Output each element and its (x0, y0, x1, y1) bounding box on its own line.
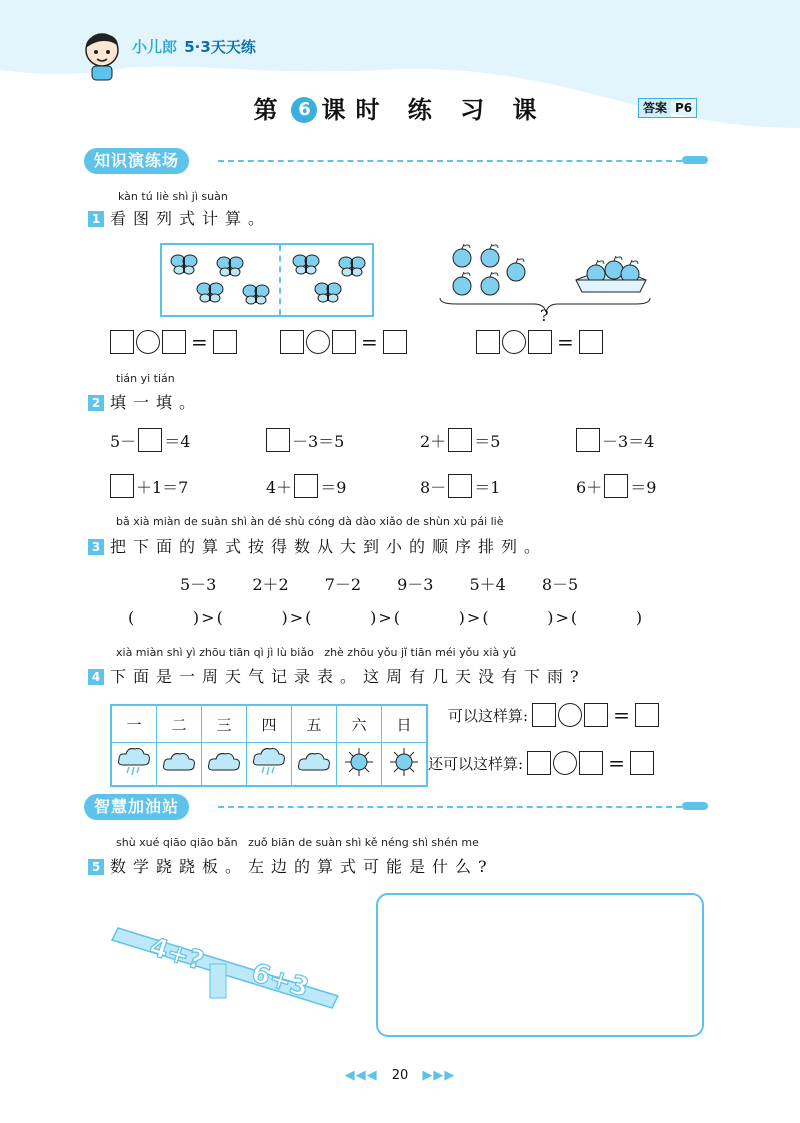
section-divider (218, 160, 682, 162)
answer-tag (638, 98, 697, 118)
q3-number: 3 (88, 539, 104, 555)
q5-pinyin: shù xué qiāo qiāo bǎn zuǒ biān de suàn shì kě néng shì shén me (116, 836, 479, 849)
answer-box[interactable] (532, 703, 556, 727)
fill-equation (266, 428, 344, 452)
answer-box[interactable] (448, 474, 472, 498)
answer-label: 答案 (639, 99, 671, 117)
equation-prefix: 5－ (110, 431, 137, 451)
answer-box[interactable] (630, 751, 654, 775)
fill-equation (576, 474, 656, 498)
lesson-number-badge: 6 (291, 97, 317, 123)
answer-box[interactable] (383, 330, 407, 354)
equals-sign: = (361, 330, 378, 354)
fill-equation (266, 474, 346, 498)
fill-equation (420, 428, 500, 452)
equation-suffix: ＝9 (320, 477, 347, 497)
q1-text: 看图列式计算。 (110, 209, 272, 228)
q1-answer-c (476, 330, 603, 354)
q1-answer-b (280, 330, 407, 354)
sun-weather-icon (337, 743, 382, 786)
cloud-weather-icon (202, 743, 247, 786)
answer-box[interactable] (579, 330, 603, 354)
q5-prompt (88, 854, 494, 877)
equals-sign: = (613, 703, 630, 727)
q2-pinyin: tián yi tián (116, 372, 175, 385)
answer-box[interactable] (635, 703, 659, 727)
pencil-icon (682, 802, 708, 810)
answer-box[interactable] (527, 751, 551, 775)
fill-equation (420, 474, 500, 498)
seesaw-right-expr: 6+3 (247, 958, 313, 1004)
brand-title (132, 36, 256, 57)
pencil-icon (682, 156, 708, 164)
q1-question-mark: ? (540, 306, 549, 325)
operator-circle[interactable] (136, 330, 160, 354)
answer-page: P6 (675, 101, 693, 115)
q2-prompt (88, 390, 202, 413)
answer-box[interactable] (448, 428, 472, 452)
q4-text: 下面是一周天气记录表。这周有几天没有下雨? (110, 667, 586, 686)
page-footer (0, 1068, 800, 1083)
q4-way1 (448, 703, 659, 727)
seesaw-icon (110, 910, 350, 1020)
q1-answer-a (110, 330, 237, 354)
answer-box[interactable] (213, 330, 237, 354)
day-cell: 四 (247, 706, 292, 743)
q5-number: 5 (88, 859, 104, 875)
day-cell: 六 (337, 706, 382, 743)
operator-circle[interactable] (306, 330, 330, 354)
operator-circle[interactable] (558, 703, 582, 727)
expr: 8－5 (541, 575, 579, 594)
section-divider (218, 806, 682, 808)
butterflies-icon (162, 245, 372, 315)
rain-weather-icon (247, 743, 292, 786)
equals-sign: = (557, 330, 574, 354)
cloud-weather-icon (292, 743, 337, 786)
equation-prefix: 4＋ (266, 477, 293, 497)
fill-equation (110, 474, 188, 498)
brand-name: 小儿郎 (132, 38, 178, 56)
answer-box[interactable] (110, 330, 134, 354)
arrows-right-icon: ▶▶▶ (422, 1068, 456, 1083)
equals-sign: = (191, 330, 208, 354)
q1-number: 1 (88, 211, 104, 227)
expr: 2＋2 (252, 575, 289, 594)
q3-text: 把下面的算式按得数从大到小的顺序排列。 (110, 537, 548, 556)
butterfly-panel (160, 243, 374, 317)
lesson-suffix: 课时 练 习 课 (321, 95, 547, 124)
fill-equation (110, 428, 190, 452)
q3-prompt (88, 534, 547, 557)
sun-weather-icon (382, 743, 427, 786)
answer-box[interactable] (162, 330, 186, 354)
answer-box[interactable] (294, 474, 318, 498)
answer-box[interactable] (604, 474, 628, 498)
cloud-weather-icon (157, 743, 202, 786)
equation-suffix: ＝9 (630, 477, 657, 497)
q2-number: 2 (88, 395, 104, 411)
section-title-challenge: 智慧加油站 (84, 794, 189, 820)
q4-prompt (88, 664, 586, 687)
day-cell: 日 (382, 706, 427, 743)
mascot-boy-icon (78, 26, 126, 84)
way1-label: 可以这样算: (448, 706, 529, 725)
answer-box[interactable] (266, 428, 290, 452)
day-row (112, 706, 426, 743)
way2-label: 还可以这样算: (428, 754, 524, 773)
page-number: 20 (391, 1068, 409, 1083)
q2-text: 填一填。 (110, 393, 203, 412)
answer-box[interactable] (579, 751, 603, 775)
day-cell: 三 (202, 706, 247, 743)
fill-equation (576, 428, 654, 452)
answer-box[interactable] (528, 330, 552, 354)
lesson-prefix: 第 (253, 95, 288, 124)
q3-expressions (180, 572, 578, 595)
q4-number: 4 (88, 669, 104, 685)
answer-box[interactable] (332, 330, 356, 354)
equation-suffix: ＝5 (474, 431, 501, 451)
answer-box[interactable] (280, 330, 304, 354)
rain-weather-icon (112, 743, 157, 786)
answer-box[interactable] (138, 428, 162, 452)
brand-series: 5·3天天练 (184, 38, 256, 56)
weather-table (110, 704, 428, 787)
expr: 5－3 (180, 575, 217, 594)
arrows-left-icon: ◀◀◀ (344, 1068, 378, 1083)
q3-order-blanks[interactable]: ( )>( )>( )>( )>( )>( ) (128, 608, 645, 627)
operator-circle[interactable] (553, 751, 577, 775)
equation-prefix: 8－ (420, 477, 447, 497)
equation-suffix: ＝1 (474, 477, 501, 497)
weather-row (112, 743, 426, 786)
equation-suffix: ＝4 (164, 431, 191, 451)
q5-answer-area[interactable] (376, 893, 704, 1037)
expr: 9－3 (397, 575, 434, 594)
day-cell: 五 (292, 706, 337, 743)
answer-box[interactable] (584, 703, 608, 727)
equation-suffix: ＋1＝7 (136, 477, 189, 497)
answer-box[interactable] (576, 428, 600, 452)
q5-text: 数学跷跷板。左边的算式可能是什么? (110, 857, 494, 876)
equation-suffix: －3＝5 (292, 431, 345, 451)
equals-sign: = (608, 751, 625, 775)
day-cell: 一 (112, 706, 157, 743)
equation-prefix: 6＋ (576, 477, 603, 497)
q3-pinyin: bǎ xià miàn de suàn shì àn dé shù cóng dà dào xiǎo de shùn xù pái liè (116, 515, 504, 528)
q4-way2 (428, 751, 654, 775)
equation-prefix: 2＋ (420, 431, 447, 451)
day-cell: 二 (157, 706, 202, 743)
expr: 7－2 (324, 575, 362, 594)
answer-box[interactable] (110, 474, 134, 498)
operator-circle[interactable] (502, 330, 526, 354)
q1-pinyin: kàn tú liè shì jì suàn (118, 190, 228, 203)
section-title-practice: 知识演练场 (84, 148, 189, 174)
equation-suffix: －3＝4 (602, 431, 655, 451)
seesaw-left-expr: 4+? (145, 932, 208, 977)
expr: 5＋4 (469, 575, 506, 594)
q1-prompt (88, 206, 271, 229)
q4-pinyin: xià miàn shì yì zhōu tiān qì jì lù biǎo zhè zhōu yǒu jǐ tiān méi yǒu xià yǔ (116, 646, 517, 659)
answer-box[interactable] (476, 330, 500, 354)
